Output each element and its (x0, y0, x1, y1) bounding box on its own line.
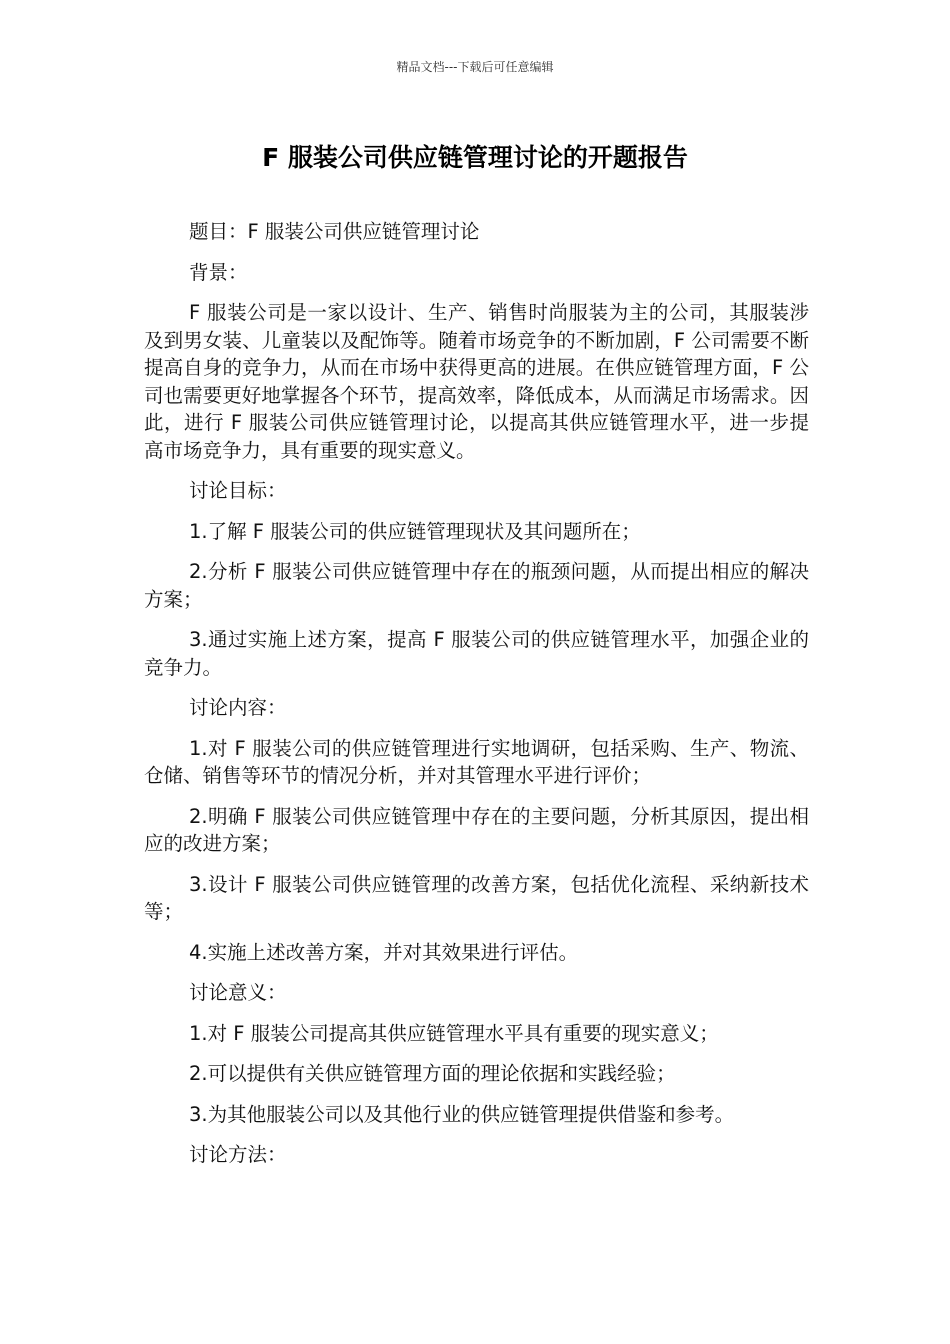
topic-line: 题目：F 服装公司供应链管理讨论 (189, 220, 480, 243)
significance-item: 3.为其他服装公司以及其他行业的供应链管理提供借鉴和参考。 (189, 1102, 735, 1126)
objective-item: 3.通过实施上述方案，提高 F 服装公司的供应链管理水平，加强企业的竞争力。 (144, 628, 809, 679)
significance-heading: 讨论意义： (189, 981, 287, 1004)
objective-item: 1.了解 F 服装公司的供应链管理现状及其问题所在； (189, 519, 641, 543)
document-body (144, 218, 809, 1182)
document-title: F 服装公司供应链管理讨论的开题报告 (262, 143, 688, 172)
content-item: 1.对 F 服装公司的供应链管理进行实地调研，包括采购、生产、物流、仓储、销售等环节的情况分析，并对其管理水平进行评价； (144, 736, 809, 787)
content-item: 4.实施上述改善方案，并对其效果进行评估。 (189, 940, 579, 964)
content-item: 2.明确 F 服装公司供应链管理中存在的主要问题，分析其原因，提出相应的改进方案； (144, 804, 809, 855)
methods-heading: 讨论方法： (189, 1143, 287, 1166)
content-heading: 讨论内容： (189, 696, 287, 719)
objective-item: 2.分析 F 服装公司供应链管理中存在的瓶颈问题，从而提出相应的解决方案； (144, 560, 809, 611)
background-heading: 背景： (189, 260, 248, 284)
significance-item: 1.对 F 服装公司提高其供应链管理水平具有重要的现实意义； (189, 1021, 719, 1045)
objectives-heading: 讨论目标： (189, 479, 287, 502)
significance-item: 2.可以提供有关供应链管理方面的理论依据和实践经验； (189, 1062, 676, 1085)
page-header-note: 精品文档---下载后可任意编辑 (396, 60, 554, 74)
content-item: 3.设计 F 服装公司供应链管理的改善方案，包括优化流程、采纳新技术等； (144, 872, 809, 923)
background-paragraph: F 服装公司是一家以设计、生产、销售时尚服装为主的公司，其服装涉及到男女装、儿童装以及配饰等。随着市场竞争的不断加剧，F 公司需要不断提高自身的竞争力，从而在市场中获得更高的进展。在供应链管理方面，F 公司也需要更好地掌握各个环节，提高效率，降低成本，从而满足市场需求。因此，进行 F 服装公司供应链管理讨论，以提高其供应链管理水平，进一步提高市场竞争力，具有重要的现实意义。 (144, 301, 809, 462)
